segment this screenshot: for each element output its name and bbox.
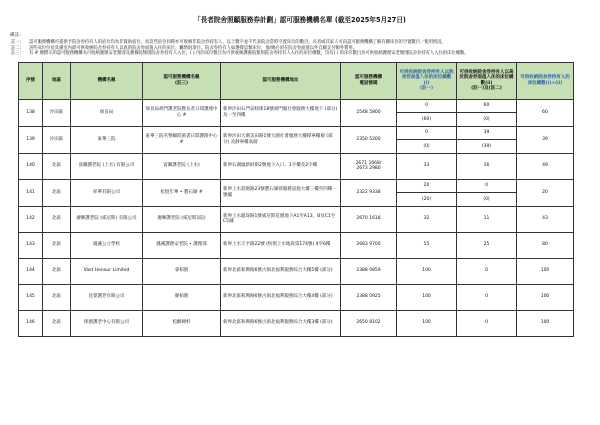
cell-address: 新界沙田大圍美田路1號大圍社會服務大樓擇寧樓層 (部分) 及靜寧樓高層 [221,126,341,153]
cell-total-places: 49 [517,153,574,179]
header-address: 認可服務機構地址 [221,62,341,99]
cell-premium-places [457,126,517,153]
note-text: 該些床位位於具備室內即可供收納院舍券持有人以真的院舍券面值入住的床位，屬增值項目。院舍券持有人如選擇這類床位，他/她必須在院舍券面值以外自願支付額外費用。 [29,45,358,51]
cell-total-places: 100 [517,258,574,284]
cell-district: 北區 [43,153,71,179]
cell-address: 新界上水龍琛路1號威尼斯花園地下A1至A13、B及C1至C5舖 [221,206,341,232]
cell-service-unit: 保良局胡門護老院暨長者日間護理中心 # [143,99,221,126]
cell-premium-places-care: 0 [485,183,488,189]
cell-premium-places [457,179,517,206]
cell-face-value-places-nursing: (20) [397,192,456,206]
note-key: 註三: [11,51,22,57]
cell-face-value-places: 100 [397,258,457,284]
cell-address: 新界上水天平路22號 (粉嶺上水地段第174號) 4至6樓 [221,232,341,258]
cell-service-unit: 睿柏園 [143,258,221,284]
note-key: 註二: [11,45,22,51]
note-key: 註一: [11,40,22,45]
cell-phone: 2388 0859 [341,258,397,284]
cell-premium-places-care: 39 [483,130,490,136]
service-provider-table [18,62,574,337]
page-title: 「長者院舍照顧服務券計劃」認可服務機構名單 (截至2025年5月27日) [194,16,406,24]
cell-total-places: 100 [517,310,574,336]
cell-service-unit: 東華三院名譽顧問黃書日間護理中心 # [143,126,221,153]
cell-face-value-places: 55 [397,232,457,258]
cell-org: 慶暉護老院 (威尼斯) 有限公司 [71,206,143,232]
cell-district: 北區 [43,206,71,232]
table-row [19,179,574,206]
table-row [19,99,574,126]
cell-service-unit: 慶暉護老院 (威尼斯1院) [143,206,221,232]
cell-seq: 141 [19,179,43,206]
cell-service-unit: 富聯護老院 (上水) [143,153,221,179]
cell-seq: 139 [19,126,43,153]
cell-face-value-places: 33 [397,153,457,179]
cell-org: 富聯護老院 (上水) 有限公司 [71,153,143,179]
cell-premium-places: 16 [457,153,517,179]
note-text: 認可服務機構可提供予院舍券持有人的宿位均為非資助宿位，而這些宿位同時亦可收納非院舍券持有人，以上數字並不代表院舍當時空置床位的數目。長者或其家人可向認可服務機構了解有關床位的空置數目／使用情況。 [29,40,446,45]
cell-premium-places-nursing: (0) [457,112,516,126]
cell-premium-places: 0 [457,258,517,284]
notes-list [10,40,590,57]
header-service-unit: 認可服務機構名稱 (註三) [143,62,221,99]
cell-face-value-places: 32 [397,206,457,232]
cell-address: 新界石湖墟新財街2號地下入口、1字樓及2字樓 [221,153,341,179]
table-row [19,310,574,336]
table-header-row [19,62,574,99]
cell-seq: 142 [19,206,43,232]
cell-premium-places-care: 60 [483,103,490,109]
cell-total-places: 20 [517,179,574,206]
header-phone: 認可服務機構 電話號碼 [341,62,397,99]
cell-premium-places: 11 [457,206,517,232]
cell-district: 沙田區 [43,99,71,126]
cell-face-value-places [397,126,457,153]
table-row [19,206,574,232]
notes-heading: 備註: [10,33,21,38]
cell-phone: 2548 5800 [341,99,397,126]
cell-face-value-places-nursing: (0) [397,139,456,153]
cell-seq: 144 [19,258,43,284]
header-org: 機構名稱 [71,62,143,99]
header-district: 地區 [43,62,71,99]
header-seq: 序號 [19,62,43,99]
cell-face-value-places: 100 [397,310,457,336]
table-body [19,99,574,336]
cell-seq: 145 [19,284,43,310]
cell-phone: 2671 1668/ 2673 2980 [341,153,397,179]
cell-org: 昆榮護老有限公司 [71,284,143,310]
cell-address: 新界北區和興路6號古洞北福利服務綜合大樓5樓 (部分) [221,258,341,284]
cell-total-places: 100 [517,284,574,310]
cell-premium-places-nursing: (0) [457,192,516,206]
cell-service-unit: 松悅年華 • 寶石湖 # [143,179,221,206]
cell-district: 北區 [43,284,71,310]
cell-face-value-places [397,99,457,126]
header-total-places: 可供收納院舍券持有人的床位總數(i)+(ii) [517,62,574,99]
note-item [10,51,590,57]
table-row [19,153,574,179]
cell-address: 新界上水彩園路23號寶石湖邨服務設施大樓三樓至四樓一號舖 [221,179,341,206]
cell-seq: 140 [19,153,43,179]
cell-face-value-places: 100 [397,284,457,310]
cell-phone: 2683 9700 [341,232,397,258]
cell-service-unit: 聚柏園 [143,284,221,310]
cell-seq: 143 [19,232,43,258]
cell-phone: 2322 9338 [341,179,397,206]
cell-service-unit: 鳳溪護理安老院 • 護理部 [143,232,221,258]
cell-total-places: 43 [517,206,574,232]
cell-face-value-places-care: 0 [425,130,428,136]
header-premium-places: 可供收納院舍券持有人以高於院舍券面值入住的床位總數(ii) (註一)及(註二) [457,62,517,99]
cell-district: 沙田區 [43,126,71,153]
cell-seq: 146 [19,310,43,336]
cell-org: 保德護老中心有限公司 [71,310,143,336]
cell-face-value-places-care: 0 [425,103,428,109]
cell-face-value-places-nursing: (60) [397,112,456,126]
cell-phone: 2388 0925 [341,284,397,310]
cell-premium-places: 0 [457,284,517,310]
cell-total-places: 39 [517,126,574,153]
cell-seq: 138 [19,99,43,126]
cell-org: 保良局 [71,99,143,126]
cell-org: 東華三院 [71,126,143,153]
cell-premium-places-nursing: (39) [457,139,516,153]
cell-district: 北區 [43,258,71,284]
cell-total-places: 60 [517,99,574,126]
cell-face-value-places [397,179,457,206]
cell-phone: 2670 1618 [341,206,397,232]
cell-address: 新界北區和興路6號古洞北福利服務綜合大樓3樓 (部分) [221,310,341,336]
cell-premium-places: 0 [457,310,517,336]
cell-district: 北區 [43,232,71,258]
note-text: 有 # 號標示的認可服務機構為可收納護理安老類別及護養院類別院舍券持有人入住。( ) 內的床位數目為可供收納護養院類別院舍券持有人入住的床位總數。沒有( ) 的床位數目為可供收納護理安老類別院舍券持有人入住的床位總數。 [29,51,469,57]
table-row [19,284,574,310]
cell-org: 鳳溪公立學校 [71,232,143,258]
cell-phone: 2350 5200 [341,126,397,153]
cell-service-unit: 松齡頤軒 [143,310,221,336]
cell-phone: 2650 8102 [341,310,397,336]
cell-org: 祥華有限公司 [71,179,143,206]
cell-total-places: 80 [517,232,574,258]
cell-premium-places: 25 [457,232,517,258]
cell-district: 北區 [43,179,71,206]
cell-org: Vast Honour Limited [71,258,143,284]
cell-address: 新界沙田石門安睦街18號胡門服社會服務大樓地下 (部分) 及一至四樓 [221,99,341,126]
table-row [19,258,574,284]
cell-district: 北區 [43,310,71,336]
cell-address: 新界北區和興路6號古洞北福利服務綜合大樓4樓 (部分) [221,284,341,310]
table-row [19,126,574,153]
cell-premium-places [457,99,517,126]
table-row [19,232,574,258]
cell-face-value-places-care: 20 [423,183,430,189]
header-face-value-places: 可供收納院舍券持有人以院舍券面值入住的床位總數(i) (註一) [397,62,457,99]
